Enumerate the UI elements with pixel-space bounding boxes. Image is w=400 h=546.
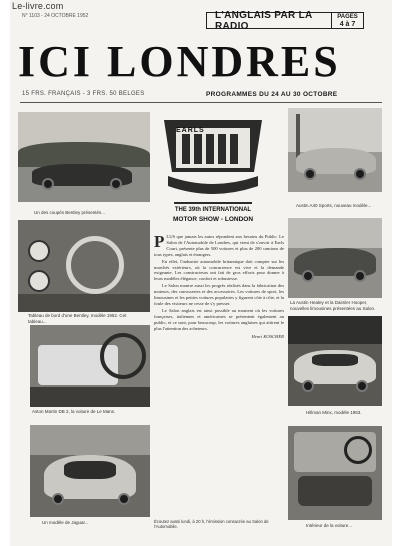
article-dropcap: P <box>154 232 165 251</box>
article-footnote: Écoutez aussi lundi, à 20 h, l'émission consacrée au Salon de l'Automobile. <box>154 519 269 529</box>
logo-line-1: THE 39th INTERNATIONAL <box>174 207 252 213</box>
article-paragraph-1: LUS que jamais les autos répondent aux besoins du Public. Le Salon de l'Automobile de Londres, qui vient de s'ouvrir à Earls Court, présente plus de 500 voitures et plus de 200 camions de tous types, anglais et étrangers. <box>154 234 284 257</box>
caption-6: La Austin Healey et la Daimler Hooper, nouvelles limousines présentées au Salon. <box>290 300 376 311</box>
pages-range: 4 à 7 <box>339 21 356 28</box>
photo-bentley-coupe <box>18 112 150 202</box>
caption-3: Aston Martin DB 2, la voiture de Le Mans. <box>32 409 116 414</box>
pages-box <box>331 13 363 28</box>
photo-austin-sports <box>288 108 382 192</box>
article-paragraph-2: En effet, l'industrie automobile britannique doit compter sur les marchés extérieurs, où la concurrence est vive et la demande exigeante. Les constructeurs ont fait de gros efforts pour donner à leurs modèles élégance, confort et robustesse. <box>154 258 284 282</box>
magazine-page <box>10 0 392 546</box>
programmes-dates: PROGRAMMES DU 24 AU 30 OCTOBRE <box>206 91 338 98</box>
caption-8: Intérieur de la voiture... <box>306 523 353 528</box>
photo-jaguar <box>30 425 150 517</box>
radio-banner <box>206 9 364 32</box>
photo-aston-martin <box>30 325 150 407</box>
header-rule <box>20 102 382 103</box>
photo-hillman-minx <box>288 316 382 406</box>
photo-interior <box>288 426 382 520</box>
masthead-title: ICI LONDRES <box>18 37 341 86</box>
price-line: 15 FRS. FRANÇAIS - 3 FRS. 50 BELGES <box>22 91 145 97</box>
caption-7: Hillman Minx, modèle 1953. <box>306 410 362 415</box>
logo-line-2: MOTOR SHOW - LONDON <box>172 216 254 223</box>
article-signature: Henri KOSCHER <box>251 333 284 339</box>
photo-dashboard <box>18 220 150 312</box>
caption-4: Un modèle de Jaguar... <box>42 520 89 525</box>
logo-earls: EARLS <box>176 127 205 134</box>
radio-banner-text: L'ANGLAIS PAR LA RADIO <box>215 9 313 32</box>
photo-austin-healey <box>288 218 382 298</box>
caption-5: Austin A40 Sports, nouveau modèle... <box>296 203 372 208</box>
caption-1: Un des coupés Bentley présentés... <box>34 210 106 215</box>
caption-2: Tableau de bord d'une Bentley, modèle 1952. Cet tableau... <box>28 313 127 324</box>
article-body <box>154 234 284 339</box>
pages-label: PAGES <box>337 14 358 20</box>
issue-line: N° 1103 - 24 OCTOBRE 1952 <box>22 13 89 19</box>
watermark: Le-livre.com <box>12 1 64 11</box>
motor-show-logo <box>154 112 272 230</box>
article-paragraph-3: Le Salon montre aussi les progrès réalisés dans la fabrication des moteurs, des carrosseries et des accessoires. Les voitures de sport, les limousines et les petites voitures populaires y figurent côte à côte, et la foule des visiteurs ne cesse de s'y presser. <box>154 283 284 306</box>
article-paragraph-4: Le Salon anglais est ainsi possible au moment où les voitures françaises, italiennes et américaines se présentent également au public, et ce sont, pour beaucoup, les voitures anglaises qui attirent le plus l'attention des acheteurs. <box>154 307 284 331</box>
